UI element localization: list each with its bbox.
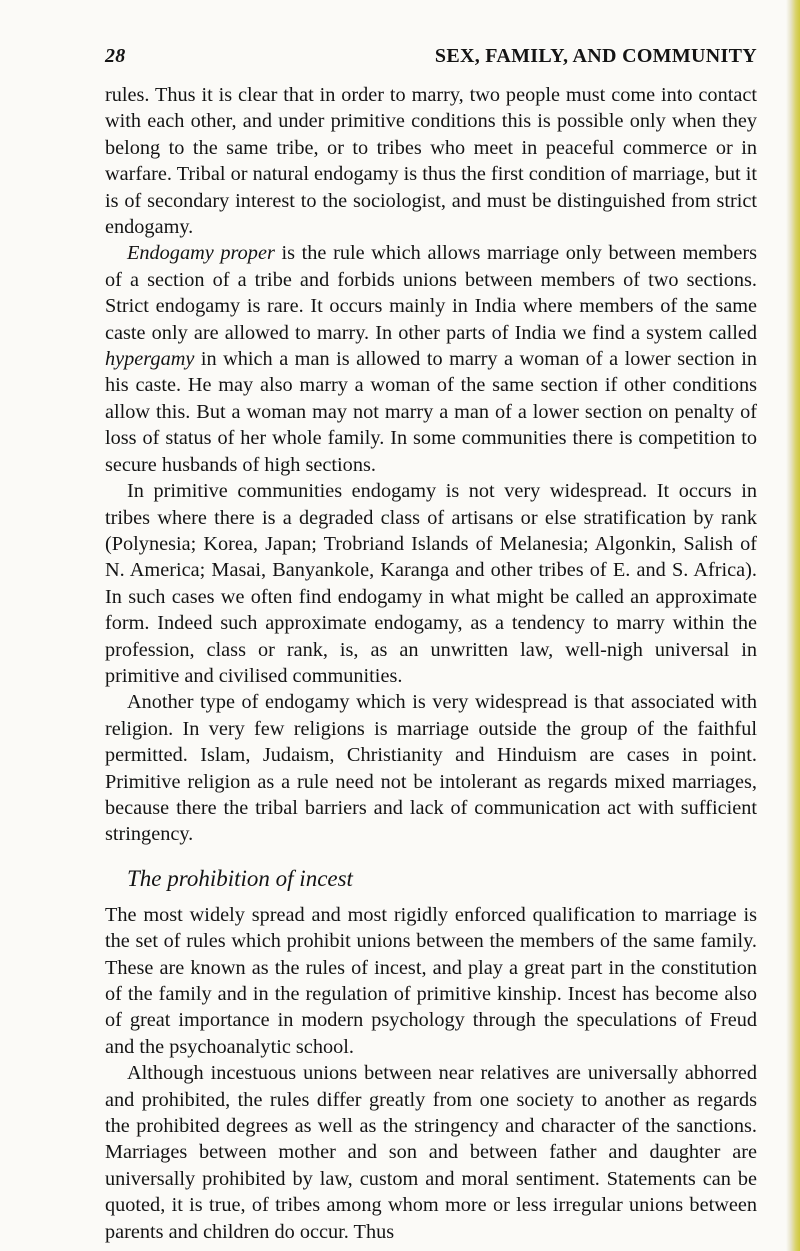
running-head: SEX, FAMILY, AND COMMUNITY <box>434 45 757 67</box>
term-endogamy-proper: Endogamy proper <box>127 242 275 265</box>
paragraph-5: The most widely spread and most rigidly enforced qualification to marriage is the set of rules which prohibit unions between the members of the same family. These are known as the rules of incest, and play a great part in the constitution of the family and in the regulation of primitive kinship. Incest has become also of great importance in modern psychology through the speculations of Freud and the psychoanalytic school. <box>105 903 757 1058</box>
term-hypergamy: hypergamy <box>105 348 195 371</box>
paragraph-2-text-a: is the rule which allows marriage only between members of a section of a tribe and forbids unions between members of two sections. Strict endogamy is rare. It occurs mainly in India where members of the same caste only are allowed to marry. In other parts of India we find a system called <box>105 242 757 344</box>
paragraph-3: In primitive communities endogamy is not very widespread. It occurs in tribes where there is a degraded class of artisans or else stratification by rank (Polynesia; Korea, Japan; Trobriand Islands of Melanesia; Algonkin, Salish of N. America; Masai, Banyankole, Karanga and other tribes of E. and S. Africa). In such cases we often find endogamy in what might be called an approximate form. Indeed such approximate endogamy, as a tendency to marry within the profession, class or rank, is, as an unwritten law, well-nigh universal in primitive and civilised communities. <box>105 480 757 687</box>
page-body <box>105 82 757 1245</box>
paragraph-2 <box>105 240 757 478</box>
page-header <box>105 45 757 75</box>
paragraph-6: Although incestuous unions between near relatives are universally abhorred and prohibited, the rules differ greatly from one society to another as regards the prohibited degrees as well as the stringency and character of the sanctions. Marriages between mother and son and between father and daughter are universally prohibited by law, custom and moral sentiment. Statements can be quoted, it is true, of tribes among whom more or less irregular unions between parents and children do occur. Thus <box>105 1062 757 1243</box>
paragraph-2-text-b: in which a man is allowed to marry a woman of a lower section in his caste. He may also marry a woman of the same section if other conditions allow this. But a woman may not marry a man of a lower section on penalty of loss of status of her whole family. In some communities there is competition to secure husbands of high sections. <box>105 348 757 476</box>
paragraph-4: Another type of endogamy which is very widespread is that associated with religion. In very few religions is marriage outside the group of the faithful permitted. Islam, Judaism, Christianity and Hinduism are cases in point. Primitive religion as a rule need not be intolerant as regards mixed marriages, because there the tribal barriers and lack of communication act with sufficient stringency. <box>105 691 757 846</box>
paragraph-1: rules. Thus it is clear that in order to marry, two people must come into contact with each other, and under primitive conditions this is possible only when they belong to the same tribe, or to tribes who meet in peaceful commerce or in warfare. Tribal or natural endogamy is thus the first condition of marriage, but it is of secondary interest to the sociologist, and must be distinguished from strict endogamy. <box>105 84 757 239</box>
section-heading: The prohibition of incest <box>127 865 353 891</box>
page-number: 28 <box>105 45 126 67</box>
page-edge <box>786 0 800 1251</box>
